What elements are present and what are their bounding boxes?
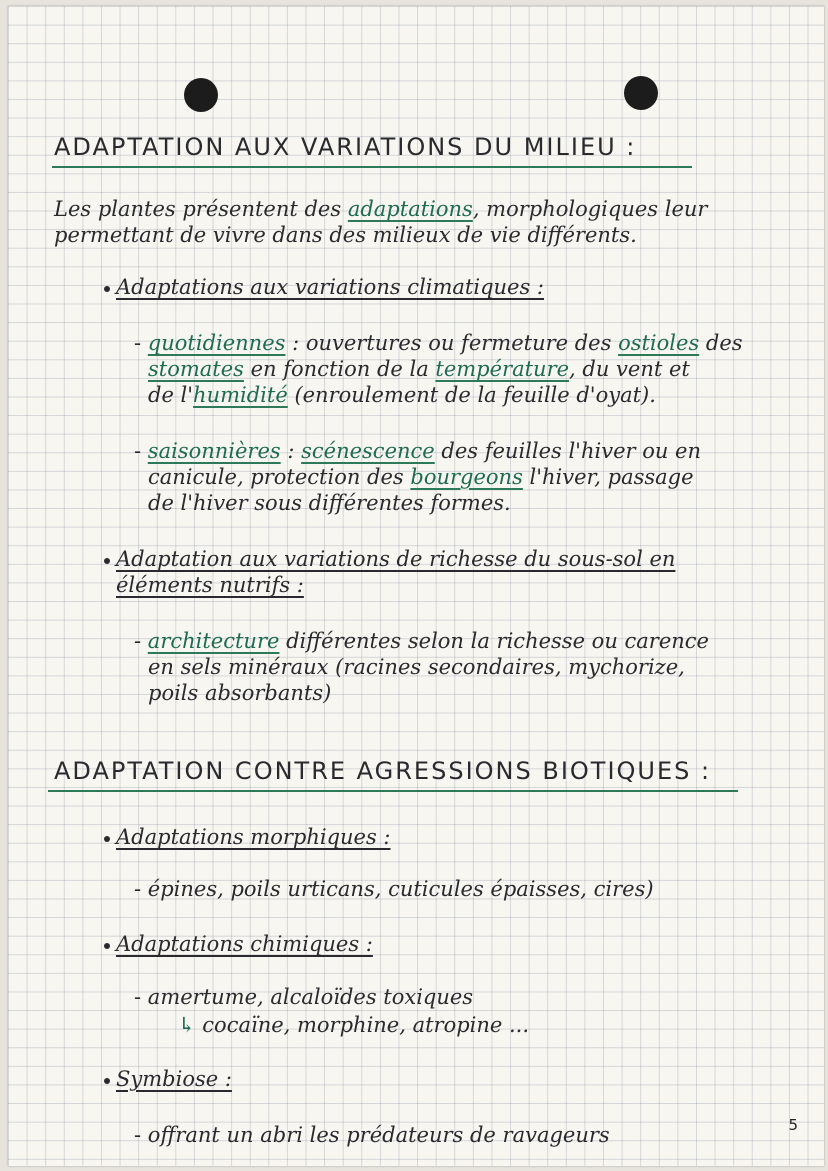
title-underline <box>52 166 692 168</box>
soil-line-1: - architecture différentes selon la richesse ou carence <box>134 629 709 653</box>
climatic-daily-line-3: de l'humidité (enroulement de la feuille d'oyat). <box>148 383 656 407</box>
page-number: 5 <box>788 1116 798 1134</box>
heading-symbiosis: Symbiose : <box>116 1067 232 1091</box>
section-title-biotiques: ADAPTATION CONTRE AGRESSIONS BIOTIQUES : <box>54 757 712 785</box>
section-title-milieu: ADAPTATION AUX VARIATIONS DU MILIEU : <box>54 133 637 161</box>
heading-climatic: Adaptations aux variations climatiques : <box>116 275 545 299</box>
bullet <box>104 836 110 842</box>
climatic-seasonal-line-2: canicule, protection des bourgeons l'hiver, passage <box>148 465 694 489</box>
soil-line-3: poils absorbants) <box>148 681 332 705</box>
chemical-subitem: ↳ cocaïne, morphine, atropine ... <box>178 1013 530 1037</box>
title-underline <box>48 790 738 792</box>
bullet <box>104 943 110 949</box>
climatic-daily-line-1: - quotidiennes : ouvertures ou fermeture des ostioles des <box>134 331 743 355</box>
bullet <box>104 1078 110 1084</box>
symbiosis-item: - offrant un abri les prédateurs de ravageurs <box>134 1123 610 1147</box>
punch-hole-left <box>184 78 218 112</box>
heading-soil-2: éléments nutrifs : <box>116 573 304 597</box>
soil-line-2: en sels minéraux (racines secondaires, mychorize, <box>148 655 685 679</box>
heading-morphic: Adaptations morphiques : <box>116 825 391 849</box>
arrow-icon: ↳ <box>178 1013 196 1037</box>
morphic-item: - épines, poils urticans, cuticules épaisses, cires) <box>134 877 654 901</box>
intro-line-2: permettant de vivre dans des milieux de vie différents. <box>54 223 637 247</box>
climatic-seasonal-line-3: de l'hiver sous différentes formes. <box>148 491 511 515</box>
chemical-item: - amertume, alcaloïdes toxiques <box>134 985 474 1009</box>
climatic-seasonal-line-1: - saisonnières : scénescence des feuilles l'hiver ou en <box>134 439 702 463</box>
heading-chemical: Adaptations chimiques : <box>116 932 373 956</box>
punch-hole-right <box>624 76 658 110</box>
bullet <box>104 286 110 292</box>
bullet <box>104 558 110 564</box>
intro-line-1: Les plantes présentent des adaptations, morphologiques leur <box>54 197 708 221</box>
climatic-daily-line-2: stomates en fonction de la température, du vent et <box>148 357 690 381</box>
heading-soil-1: Adaptation aux variations de richesse du sous-sol en <box>116 547 676 571</box>
notebook-page <box>8 6 824 1166</box>
